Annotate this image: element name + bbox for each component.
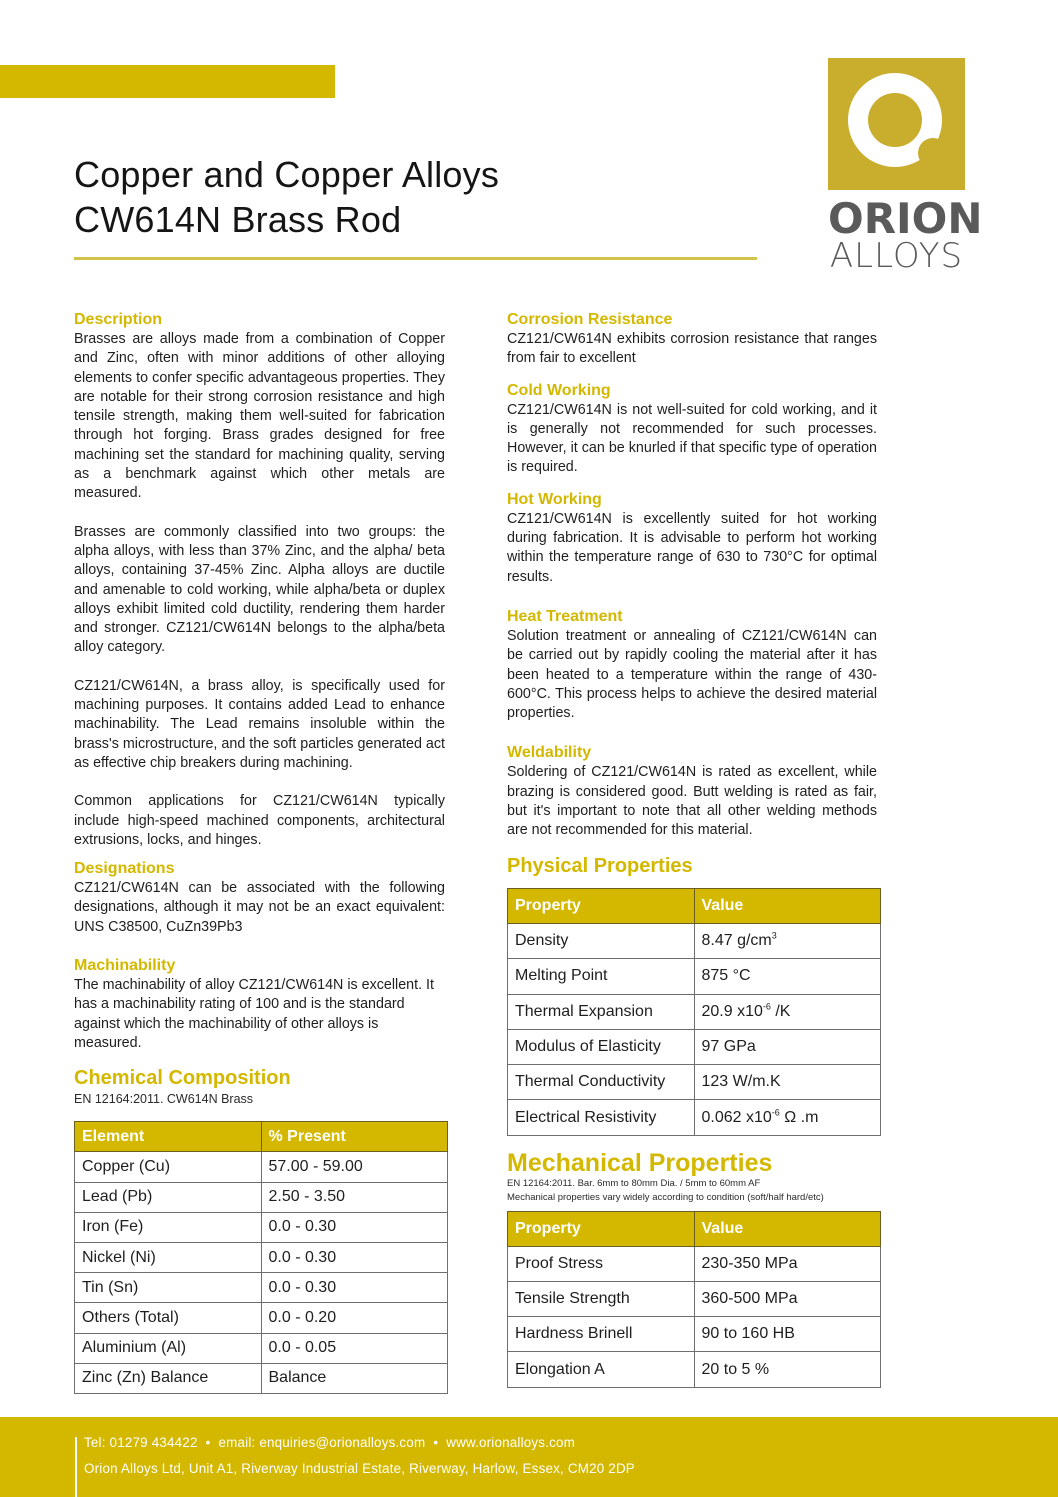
property-cell: Thermal Conductivity [508, 1065, 695, 1100]
table-row [75, 1242, 448, 1272]
description-section [74, 310, 445, 850]
property-cell: Melting Point [508, 959, 695, 994]
hot-working-heading: Hot Working [507, 490, 602, 508]
left-column [74, 310, 445, 1394]
value-text: 8.47 g/cm [701, 932, 772, 950]
corrosion-text: CZ121/CW614N exhibits corrosion resistance that ranges from fair to excellent [507, 331, 877, 367]
table-header-row [75, 1122, 448, 1152]
description-paragraph: Brasses are alloys made from a combination of Copper and Zinc, often with minor additions of other alloying elements to confer specific advantageous properties. They are notable for their strong corrosion resistance and high tensile strength, making them well-suited for fabrication through hot forging. Brass grades designed for free machining set the standard for machining quality, serving as a benchmark against which other metals are measured. [74, 331, 445, 502]
column-header: % Present [261, 1122, 448, 1152]
mechanical-properties-section [507, 1149, 877, 1388]
property-cell: Thermal Expansion [508, 994, 695, 1029]
page-title [74, 153, 499, 243]
table-row [75, 1212, 448, 1242]
corrosion-heading: Corrosion Resistance [507, 311, 673, 328]
hot-working-section [507, 490, 877, 587]
hot-working-text: CZ121/CW614N is excellently suited for hot working during fabrication. It is advisable to perform hot working within the temperature range of 630 to 730°C for optimal results. [507, 510, 877, 585]
value-text: 875 °C [701, 967, 751, 985]
cold-working-heading: Cold Working [507, 381, 611, 399]
value-cell [694, 1029, 881, 1064]
element-cell: Lead (Pb) [75, 1182, 262, 1212]
designations-heading: Designations [74, 860, 175, 878]
column-header: Property [508, 1211, 695, 1246]
table-row [75, 1182, 448, 1212]
element-cell: Copper (Cu) [75, 1152, 262, 1182]
weldability-heading: Weldability [507, 744, 592, 762]
property-cell: Modulus of Elasticity [508, 1029, 695, 1064]
title-line-1: Copper and Copper Alloys [74, 154, 500, 195]
table-row [75, 1152, 448, 1182]
footer-phone: Tel: 01279 434422 [84, 1435, 198, 1450]
value-cell [694, 959, 881, 994]
orion-alloys-logo [828, 58, 983, 276]
mechanical-note-condition: Mechanical properties vary widely according to condition (soft/half hard/etc) [507, 1191, 824, 1203]
weldability-section [507, 743, 877, 840]
bullet-separator: • [205, 1435, 211, 1450]
value-cell: 90 to 160 HB [694, 1317, 881, 1352]
footer-email-link[interactable]: email: enquiries@orionalloys.com [218, 1435, 426, 1450]
property-cell: Elongation A [508, 1352, 695, 1387]
table-row [508, 1282, 881, 1317]
table-row [75, 1363, 448, 1393]
physical-properties-heading: Physical Properties [507, 854, 693, 877]
heat-treatment-text: Solution treatment or annealing of CZ121/CW614N can be carried out by rapidly cooling the material after it has been heated to a temperature within the range of 430-600°C. This process helps to achieve the desired material properties. [507, 627, 877, 722]
column-header: Value [694, 888, 881, 923]
physical-properties-table [507, 888, 881, 1136]
value-text: 0.062 x10 [701, 1108, 772, 1126]
table-row [75, 1303, 448, 1333]
value-cell [694, 994, 881, 1029]
description-paragraph: CZ121/CW614N, a brass alloy, is specifically used for machining purposes. It contains added Lead to enhance machinability. The Lead remains insoluble within the brass's microstructure, and the soft particles generated act as effective chip breakers during machining. [74, 677, 445, 771]
percent-cell: 0.0 - 0.30 [261, 1273, 448, 1303]
table-header-row [508, 1211, 881, 1246]
table-row [508, 1352, 881, 1387]
description-paragraph: Common applications for CZ121/CW614N typically include high-speed machined components, architectural extrusions, locks, and hinges. [74, 793, 445, 848]
value-cell [694, 1065, 881, 1100]
table-row [508, 1317, 881, 1352]
mechanical-properties-table [507, 1211, 881, 1388]
table-row [508, 1029, 881, 1064]
logo-word-alloys: ALLOYS [829, 236, 964, 276]
column-header: Value [694, 1211, 881, 1246]
property-cell: Tensile Strength [508, 1282, 695, 1317]
value-exponent: -6 [762, 1001, 771, 1012]
element-cell: Aluminium (Al) [75, 1333, 262, 1363]
bullet-separator: • [433, 1435, 439, 1450]
designations-section [74, 859, 445, 937]
property-cell: Electrical Resistivity [508, 1100, 695, 1135]
column-header: Element [75, 1122, 262, 1152]
value-exponent: -6 [771, 1107, 780, 1118]
designations-text: CZ121/CW614N can be associated with the following designations, although it may not be an exact equivalent: UNS C38500, CuZn39Pb3 [74, 880, 445, 935]
value-unit: /K [770, 1002, 791, 1020]
value-cell: 360-500 MPa [694, 1282, 881, 1317]
heat-treatment-section [507, 607, 877, 723]
element-cell: Others (Total) [75, 1303, 262, 1333]
table-row [508, 959, 881, 994]
table-row [75, 1273, 448, 1303]
machinability-heading: Machinability [74, 957, 176, 975]
footer [0, 1417, 1058, 1497]
table-row [75, 1333, 448, 1363]
value-text: 20.9 x10 [701, 1002, 763, 1020]
chemical-composition-table [74, 1121, 448, 1394]
orion-q-icon [828, 58, 965, 190]
footer-divider [75, 1437, 77, 1497]
table-row [508, 923, 881, 958]
right-column [507, 310, 877, 1388]
weldability-text: Soldering of CZ121/CW614N is rated as excellent, while brazing is considered good. Butt welding is rated as fair, but it's important to note that all other welding methods are not recommended for this material. [507, 764, 877, 839]
corrosion-resistance-section [507, 310, 877, 369]
percent-cell: 0.0 - 0.30 [261, 1242, 448, 1272]
percent-cell: Balance [261, 1363, 448, 1393]
element-cell: Zinc (Zn) Balance [75, 1363, 262, 1393]
value-text: 97 GPa [701, 1037, 756, 1055]
value-text: 123 W/m.K [701, 1073, 781, 1091]
title-divider [74, 257, 757, 260]
percent-cell: 57.00 - 59.00 [261, 1152, 448, 1182]
description-paragraph: Brasses are commonly classified into two groups: the alpha alloys, with less than 37% Zinc, and the alpha/ beta alloys, containing 37-45% Zinc. Alpha alloys are ductile and amenable to cold working, while alpha/beta or duplex alloys exhibit limited cold ductility, rendering them harder and stronger. CZ121/CW614N belongs to the alpha/beta alloy category. [74, 523, 445, 656]
table-row [508, 994, 881, 1029]
footer-address: Orion Alloys Ltd, Unit A1, Riverway Industrial Estate, Riverway, Harlow, Essex, CM20 2DP [84, 1461, 635, 1476]
heat-treatment-heading: Heat Treatment [507, 607, 623, 625]
cold-working-text: CZ121/CW614N is not well-suited for cold working, and it is generally not recommended for such processes. However, it can be knurled if that specific type of operation is required. [507, 401, 877, 476]
value-exponent: 3 [771, 930, 777, 941]
property-cell: Density [508, 923, 695, 958]
value-unit: Ω .m [779, 1108, 819, 1126]
title-line-2: CW614N Brass Rod [74, 199, 402, 240]
machinability-text: The machinability of alloy CZ121/CW614N is excellent. It has a machinability rating of 100 and is the standard against which the machinability of other alloys is measured. [74, 977, 434, 1051]
value-cell [694, 923, 881, 958]
property-cell: Hardness Brinell [508, 1317, 695, 1352]
value-cell: 20 to 5 % [694, 1352, 881, 1387]
chemical-composition-subtitle: EN 12164:2011. CW614N Brass [74, 1092, 254, 1107]
column-header: Property [508, 888, 695, 923]
table-header-row [508, 888, 881, 923]
physical-properties-section [507, 853, 877, 1136]
cold-working-section [507, 381, 877, 478]
element-cell: Tin (Sn) [75, 1273, 262, 1303]
mechanical-note-standard: EN 12164:2011. Bar. 6mm to 80mm Dia. / 5mm to 60mm AF [507, 1177, 761, 1189]
table-row [508, 1100, 881, 1135]
percent-cell: 0.0 - 0.05 [261, 1333, 448, 1363]
description-heading: Description [74, 311, 163, 328]
value-cell [694, 1100, 881, 1135]
footer-website-link[interactable]: www.orionalloys.com [446, 1435, 576, 1450]
chemical-composition-heading: Chemical Composition [74, 1067, 291, 1090]
logo-word-orion: ORION [828, 194, 983, 243]
percent-cell: 0.0 - 0.30 [261, 1212, 448, 1242]
table-row [508, 1065, 881, 1100]
percent-cell: 0.0 - 0.20 [261, 1303, 448, 1333]
mechanical-properties-heading: Mechanical Properties [507, 1148, 773, 1177]
table-row [508, 1246, 881, 1281]
chemical-composition-section [74, 1065, 445, 1394]
top-accent-bar [0, 65, 335, 98]
element-cell: Nickel (Ni) [75, 1242, 262, 1272]
element-cell: Iron (Fe) [75, 1212, 262, 1242]
machinability-section [74, 956, 445, 1053]
value-cell: 230-350 MPa [694, 1246, 881, 1281]
footer-contact-line [84, 1435, 575, 1450]
percent-cell: 2.50 - 3.50 [261, 1182, 448, 1212]
property-cell: Proof Stress [508, 1246, 695, 1281]
